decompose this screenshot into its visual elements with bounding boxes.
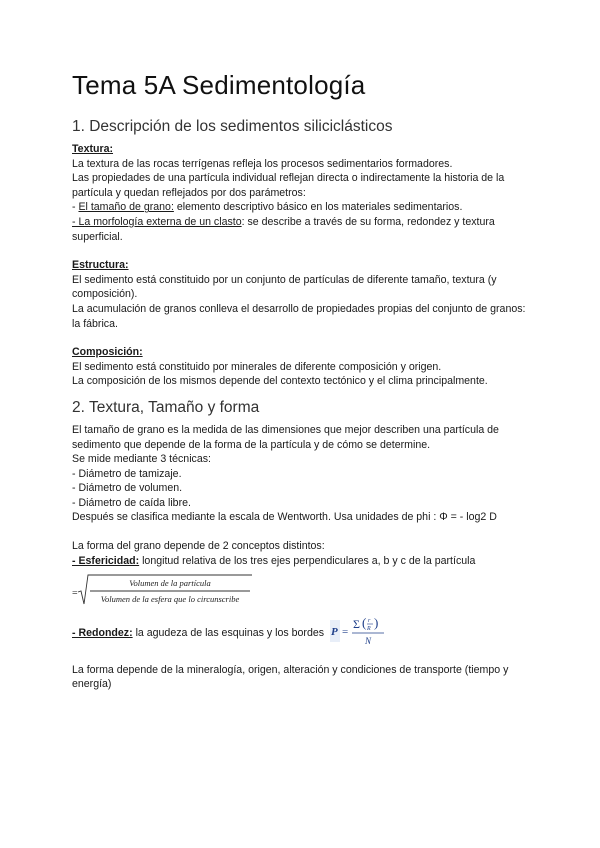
svg-text:R: R	[367, 626, 371, 633]
sphericity-formula-image	[72, 572, 272, 610]
svg-text:=: =	[72, 588, 78, 600]
svg-text:=: =	[342, 626, 349, 639]
estructura-label: Estructura:	[72, 259, 129, 272]
grain-size-paragraph: El tamaño de grano es la medida de las dimensiones que mejor describen una partícula de sedimento que depende de la forma de la partícula y de cómo se determine.	[72, 423, 499, 451]
roundness-line: - Redondez: la agudeza de las esquinas y los bordes P = Σ ( r R ) N	[72, 614, 532, 653]
svg-text:): )	[374, 615, 379, 631]
sphericity-line: - Esfericidad: longitud relativa de los tres ejes perpendiculares a, b y c de la partícula	[72, 554, 476, 567]
sphericity-formula	[72, 572, 532, 610]
textura-label: Textura:	[72, 143, 114, 155]
technique-free-fall: - Diámetro de caída libre.	[72, 496, 191, 509]
page-title: Tema 5A Sedimentología	[72, 70, 366, 100]
roundness-formula	[328, 614, 390, 653]
estructura-line-2: La acumulación de granos conlleva el desarrollo de propiedades propias del conjunto de granos: la fábrica.	[72, 302, 526, 330]
composicion-label: Composición:	[72, 346, 143, 359]
textura-bullet-grain-size: - El tamaño de grano: elemento descriptivo básico en los materiales sedimentarios.	[72, 201, 463, 214]
section-2-heading: 2. Textura, Tamaño y forma	[72, 398, 260, 416]
shape-intro: La forma del grano depende de 2 conceptos distintos:	[72, 540, 325, 553]
textura-line-2: Las propiedades de una partícula individual reflejan directa o indirectamente la historia de la partícula y quedan reflejados por dos parámetros:	[72, 172, 505, 199]
shape-dependence-paragraph: La forma depende de la mineralogía, origen, alteración y condiciones de transporte (tiempo y energía)	[72, 663, 509, 691]
composicion-line-1: El sedimento está constituido por minerales de diferente composición y origen.	[72, 360, 442, 373]
svg-text:P: P	[331, 626, 338, 639]
wentworth-paragraph: Después se clasifica mediante la escala de Wentworth. Usa unidades de phi : Φ = - log2 D	[72, 511, 497, 524]
roundness-formula-image	[328, 614, 390, 648]
svg-text:N: N	[365, 636, 372, 647]
estructura-line-1: El sedimento está constituido por un conjunto de partículas de diferente tamaño, textura (y composición).	[72, 273, 497, 301]
svg-text:r: r	[368, 618, 371, 625]
section-1-heading: 1. Descripción de los sedimentos siliciclásticos	[72, 118, 393, 135]
technique-volume: - Diámetro de volumen.	[72, 482, 183, 495]
svg-text:Volumen de la partícula: Volumen de la partícula	[129, 578, 211, 589]
svg-text:Σ: Σ	[353, 617, 361, 632]
svg-text:Volumen de la esfera que lo ci: Volumen de la esfera que lo circunscribe	[100, 594, 240, 605]
textura-line-1: La textura de las rocas terrígenas refleja los procesos sedimentarios formadores.	[72, 157, 453, 170]
composicion-line-2: La composición de los mismos depende del contexto tectónico y el clima principalmente.	[72, 375, 488, 388]
document-page	[72, 70, 532, 692]
svg-text:(: (	[362, 615, 367, 631]
technique-sieving: - Diámetro de tamizaje.	[72, 467, 182, 480]
textura-bullet-morphology: - La morfología externa de un clasto: se describe a través de su forma, redondez y textura superficial.	[72, 215, 495, 243]
techniques-intro: Se mide mediante 3 técnicas:	[72, 453, 211, 466]
